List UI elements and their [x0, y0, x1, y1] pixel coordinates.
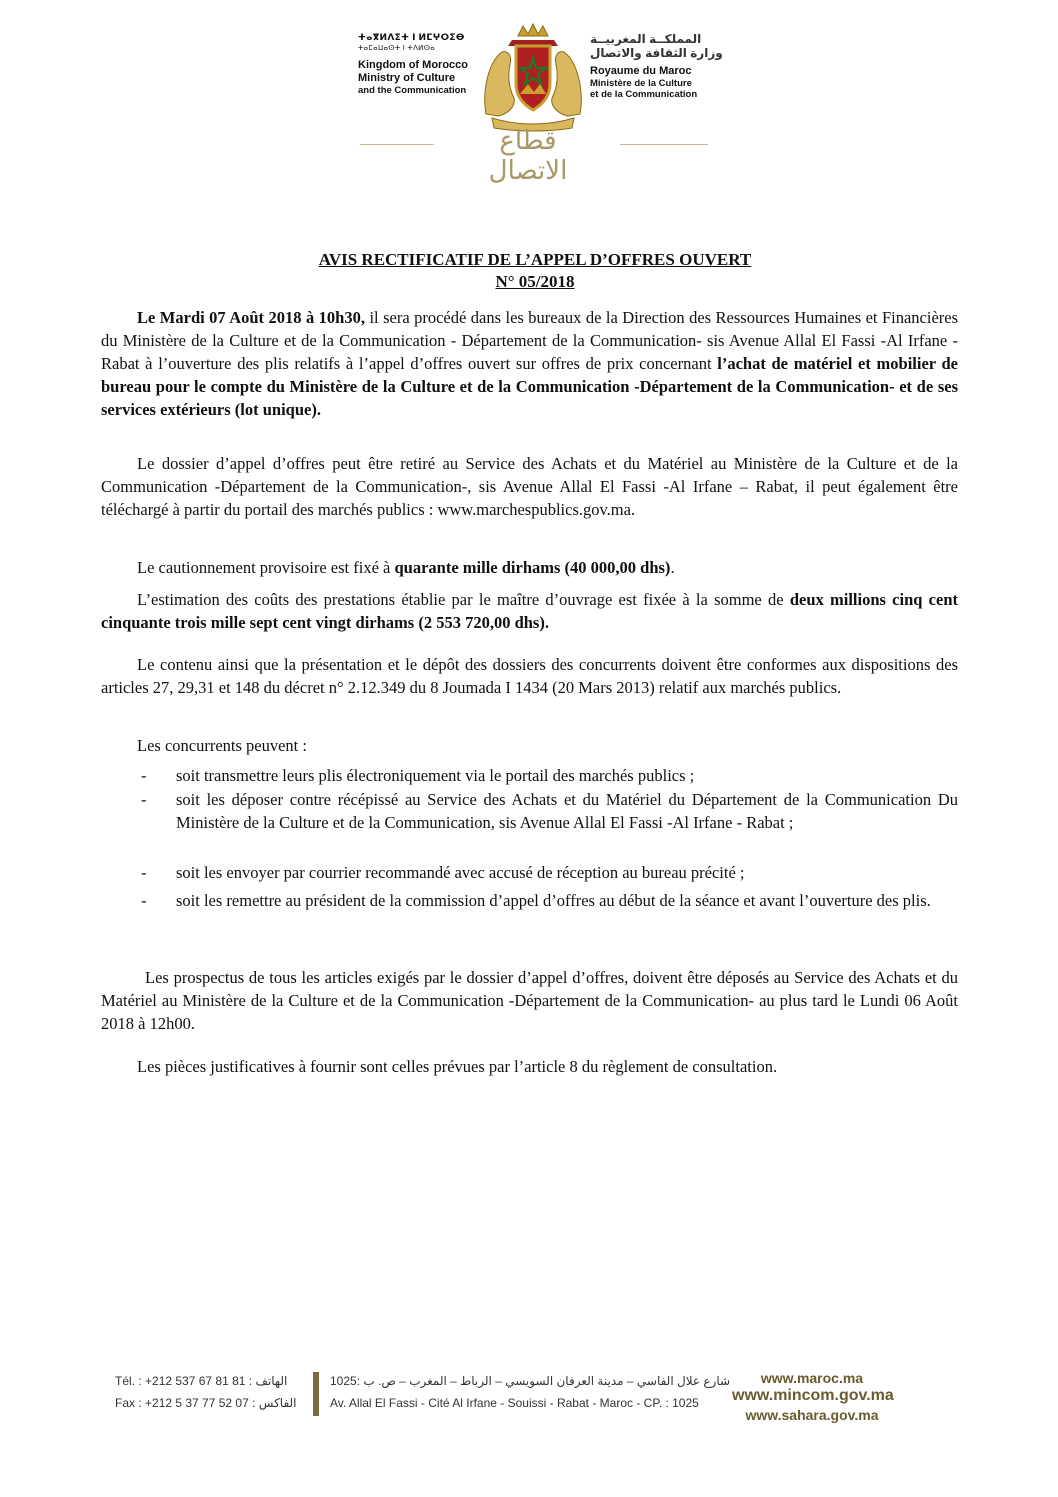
dossier-text: Le dossier d’appel d’offres peut être retiré au Service des Achats et du Matériel au Ministère de la Culture et de la Communication -Département de la Communication-, sis Avenue Allal El Fassi -Al Irfane – Rabat, il peut également être téléchargé à partir du portail des marchés publics : www.marchespublics.gov.ma. [101, 454, 958, 519]
list-item: - soit transmettre leurs plis électroniquement via le portail des marchés publics ; [101, 764, 958, 787]
paragraph-prospectus [101, 966, 958, 1035]
estimation-amount: deux millions cinq cent cinquante trois mille sept cent vingt dirhams (2 553 720,00 dhs). [101, 590, 959, 632]
sector-calligraphy: قطاع الاتصال [488, 126, 568, 186]
footer-website-maroc[interactable]: www.maroc.ma [760, 1370, 864, 1386]
footer-address-french: Av. Allal El Fassi - Cité Al Irfane - Souissi - Rabat - Maroc - CP. : 1025 [330, 1396, 699, 1410]
pieces-text: Les pièces justificatives à fournir sont celles prévues par l’article 8 du règlement de consultation. [137, 1057, 778, 1076]
paragraph-dispositions [101, 653, 958, 699]
tender-object: l’achat de matériel et mobilier de bureau pour le compte du Ministère de la Culture et de la Communication -Département de la Communication- et de ses services extérieurs (lot unique). [101, 354, 958, 419]
list-item: - soit les remettre au président de la commission d’appel d’offres au début de la séance et avant l’ouverture des plis. [101, 889, 958, 937]
list-item-text: soit les envoyer par courrier recommandé avec accusé de réception au bureau précité ; [176, 863, 745, 882]
notice-number: N° 05/2018 [495, 272, 575, 291]
concurrents-text: Les concurrents peuvent : [137, 736, 307, 755]
paragraph-caution: Le cautionnement provisoire est fixé à quarante mille dirhams (40 000,00 dhs). [137, 558, 675, 577]
footer-website-mincom[interactable]: www.mincom.gov.ma [732, 1387, 894, 1404]
prospectus-text: Les prospectus de tous les articles exigés par le dossier d’appel d’offres, doivent être déposés au Service des Achats et du Matériel au Ministère de la Culture et de la Communication -Département de la Communication- au plus tard le Lundi 06 Août 2018 à 12h00. [101, 968, 958, 1033]
kingdom-label: Kingdom of Morocco [358, 59, 468, 71]
ministere-label: Ministère de la Culture [590, 78, 692, 89]
list-item-text: soit les remettre au président de la commission d’appel d’offres au début de la séance et avant l’ouverture des plis. [176, 891, 931, 910]
letterhead-french [590, 32, 723, 100]
paragraph-opening [101, 306, 958, 421]
divider [620, 144, 708, 145]
letterhead-english [358, 32, 476, 96]
paragraph-estimation [101, 588, 958, 634]
notice-title: AVIS RECTIFICATIF DE L’APPEL D’OFFRES OUVERT [318, 250, 752, 269]
paragraph-pieces [101, 1055, 958, 1078]
paragraph-dossier [101, 452, 958, 521]
royaume-label: Royaume du Maroc [590, 65, 692, 77]
list-item-text: soit transmettre leurs plis électroniquement via le portail des marchés publics ; [176, 766, 695, 785]
tifinagh-line: ⵜⴰⴳⵍⴷⵉⵜ ⵏ ⵍⵎⵖⵔⵉⴱ [358, 32, 465, 42]
ministere-sub-label: et de la Communication [590, 89, 698, 100]
opening-date: Le Mardi 07 Août 2018 à 10h30, [137, 308, 365, 327]
dispositions-text: Le contenu ainsi que la présentation et le dépôt des dossiers des concurrents doivent être conformes aux dispositions des articles 27, 29,31 et 148 du décret n° 2.12.349 du 8 Joumada I 1434 (20 Mars 2013) relatif aux marchés publics. [101, 655, 958, 697]
coat-of-arms-icon [478, 22, 588, 132]
list-item-text: soit les déposer contre récépissé au Service des Achats et du Matériel du Département de la Communication Du Ministère de la Culture et de la Communication, sis Avenue Allal El Fassi -Al Irfane - Rabat ; [176, 790, 958, 832]
ministry-sub-label: and the Communication [358, 85, 467, 96]
list-item: - soit les déposer contre récépissé au Service des Achats et du Matériel du Département de la Communication Du Ministère de la Culture et de la Communication, sis Avenue Allal El Fassi -Al Irfane - Rabat ; [141, 790, 958, 832]
tifinagh-line-small: ⵜⴰⵎⴰⵡⴰⵙⵜ ⵏ ⵜⴷⵍⵙⴰ [358, 45, 436, 52]
arabic-ministry-label: وزارة الثقافة والاتصال [590, 46, 723, 60]
footer-phone: Tél. : +212 537 67 81 81 : الهاتف [115, 1374, 288, 1388]
opening-text: il sera procédé dans les bureaux de la Direction des Ressources Humaines et Financières du Ministère de la Culture et de la Communication - Département de la Communication- sis Avenue Allal El Fassi -Al Irfane - Rabat à l’ouverture des plis relatifs à l’appel d’offres ouvert sur offres de prix concernant [101, 308, 959, 373]
caution-amount: quarante mille dirhams (40 000,00 dhs) [394, 558, 671, 577]
caution-text: Le cautionnement provisoire est fixé à [137, 558, 395, 577]
divider [360, 144, 434, 145]
page-footer [0, 1370, 1058, 1430]
footer-divider [313, 1372, 319, 1416]
list-item: - soit les envoyer par courrier recommandé avec accusé de réception au bureau précité ; [101, 861, 958, 884]
letterhead [358, 22, 723, 186]
footer-fax: Fax : +212 5 37 77 52 07 : الفاكس [115, 1396, 297, 1410]
estimation-text: L’estimation des coûts des prestations établie par le maître d’ouvrage est fixée à la somme de [137, 590, 790, 609]
arabic-kingdom-label: المملكــة المغربيــة [590, 32, 702, 46]
paragraph-concurrents [101, 734, 958, 757]
ministry-label: Ministry of Culture [358, 72, 456, 84]
footer-address-arabic: 1025: شارع علال الفاسي – مدينة العرفان السويسي – الرباط – المغرب – ص. ب [330, 1374, 731, 1388]
footer-website-sahara[interactable]: www.sahara.gov.ma [745, 1407, 879, 1423]
